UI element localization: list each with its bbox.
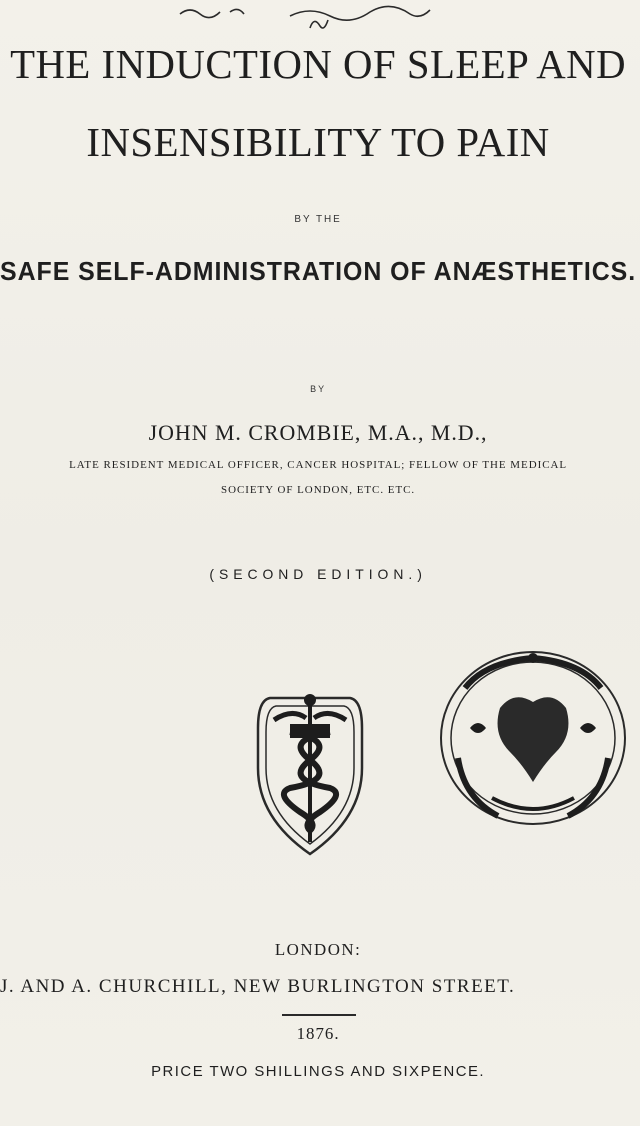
author-credentials-line-1: LATE RESIDENT MEDICAL OFFICER, CANCER HOSPITAL; FELLOW OF THE MEDICAL xyxy=(69,459,568,471)
author-name: JOHN M. CROMBIE, M.A., M.D., xyxy=(148,420,488,445)
caduceus-emblem-icon xyxy=(258,694,362,854)
author-credentials-line-2: SOCIETY OF LONDON, ETC. ETC. xyxy=(220,484,416,496)
title-line-1: THE INDUCTION OF SLEEP AND xyxy=(10,41,627,87)
by-label: BY xyxy=(310,384,327,394)
imprint-divider xyxy=(282,1014,356,1016)
title-line-2: INSENSIBILITY TO PAIN xyxy=(86,119,550,165)
printer-emblems xyxy=(0,628,640,868)
edition-label: (SECOND EDITION.) xyxy=(209,566,427,582)
imprint-year: 1876. xyxy=(296,1024,340,1043)
by-the-label: BY THE xyxy=(294,214,342,225)
imprint-publisher-text: J. AND A. CHURCHILL, NEW BURLINGTON STREET. xyxy=(0,976,516,997)
ornamental-seal-icon xyxy=(441,652,625,824)
price-line: PRICE TWO SHILLINGS AND SIXPENCE. xyxy=(151,1063,486,1080)
handwritten-annotation xyxy=(170,0,510,40)
imprint-publisher xyxy=(0,976,640,998)
imprint-city: LONDON: xyxy=(274,940,362,959)
subtitle: SAFE SELF-ADMINISTRATION OF ANÆSTHETICS. xyxy=(0,256,637,286)
